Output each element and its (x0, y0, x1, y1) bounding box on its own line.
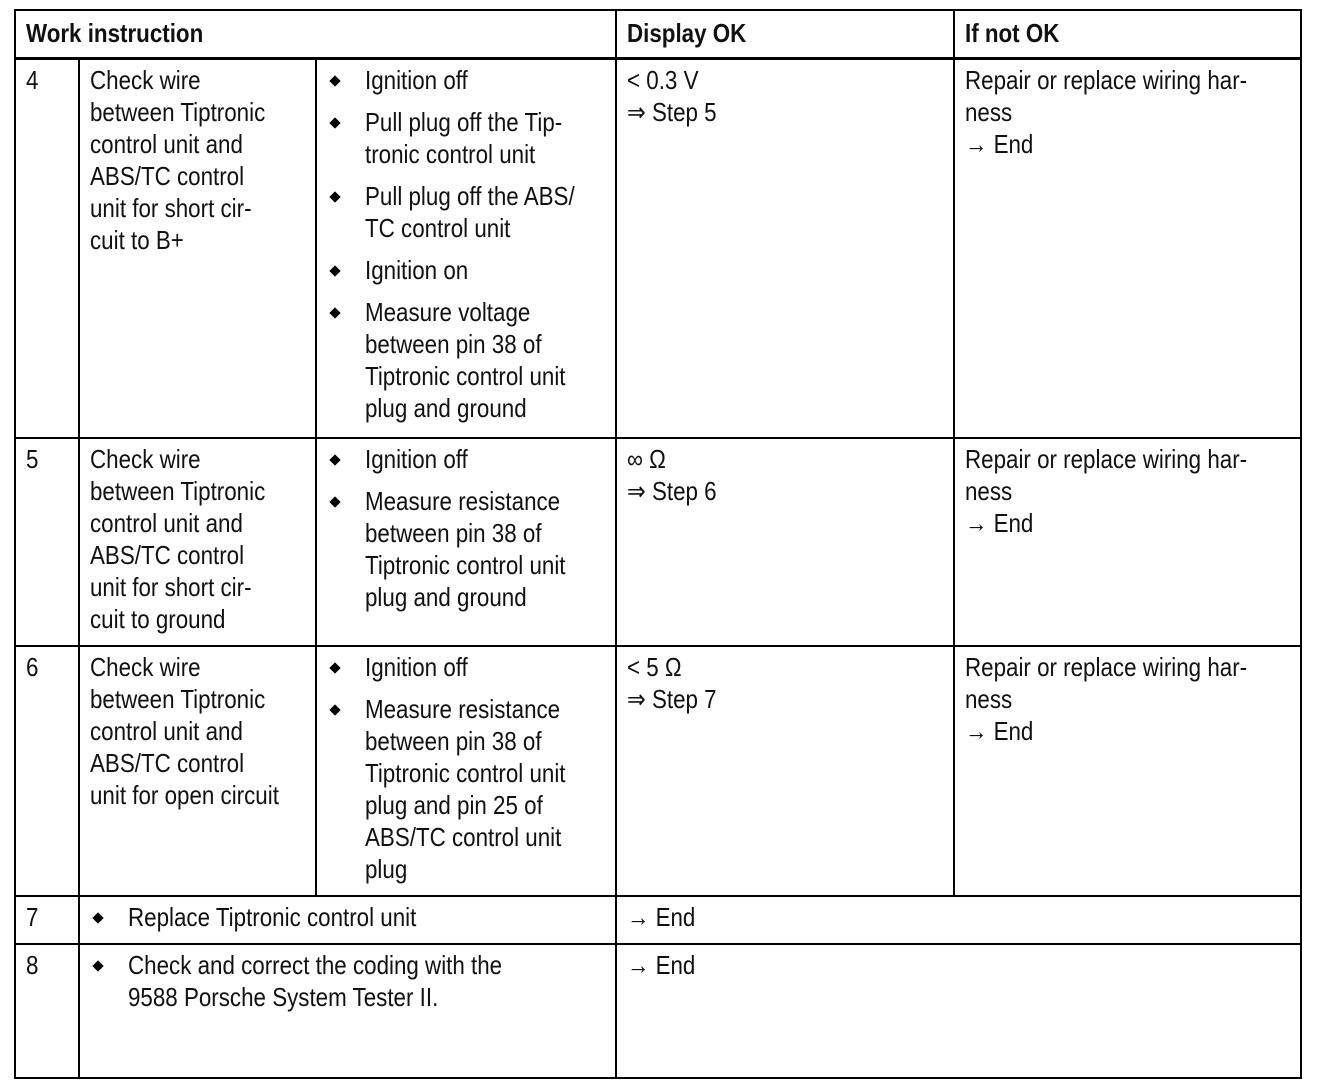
text-line: ABS/TC control unit (365, 822, 562, 852)
step-number-label: 8 (26, 950, 39, 980)
step-row (15, 646, 1301, 896)
text-line: Ignition off (365, 64, 468, 95)
action-steps (316, 58, 616, 438)
step-number (15, 896, 79, 944)
text-line: 9588 Porsche System Tester II. (128, 982, 439, 1012)
check-description (79, 438, 316, 646)
text-line: Ignition off (365, 444, 468, 474)
text-line: cuit to ground (90, 604, 226, 634)
text-line: → End (627, 902, 696, 932)
text-line: Ignition off (365, 652, 468, 682)
text-line: control unit and (90, 716, 243, 746)
text-line: Repair or replace wiring har- (965, 652, 1248, 682)
if-not-ok-cell (954, 438, 1301, 646)
text-line: Repair or replace wiring har- (965, 64, 1248, 95)
action-item (327, 485, 607, 613)
step-row (15, 896, 1301, 944)
text-line: < 0.3 V (627, 64, 699, 95)
text-line: → End (965, 716, 1034, 746)
diamond-bullet-icon (329, 191, 340, 202)
text-line: between pin 38 of (365, 328, 542, 359)
diamond-bullet-icon (329, 307, 340, 318)
text-line: control unit and (90, 508, 243, 538)
text-line: plug and pin 25 of (365, 790, 543, 820)
diamond-bullet-icon (92, 960, 103, 971)
text-line: Replace Tiptronic control unit (128, 902, 417, 932)
action-steps (79, 896, 616, 944)
action-list (90, 901, 607, 933)
action-list (327, 651, 607, 885)
text-line: Measure voltage (365, 296, 531, 327)
text-line: unit for short cir- (90, 572, 252, 602)
text-line: → End (627, 950, 696, 980)
action-item (327, 64, 607, 96)
header-work-instruction: Work instruction (15, 10, 616, 58)
diamond-bullet-icon (329, 117, 340, 128)
text-line: Tiptronic control unit (365, 758, 566, 788)
text-line: plug and ground (365, 392, 527, 423)
text-line: ness (965, 96, 1013, 127)
header-display-ok: Display OK (616, 10, 954, 58)
text-line: Check wire (90, 444, 201, 474)
text-line: ⇒ Step 6 (627, 476, 717, 506)
text-line: Measure resistance (365, 694, 561, 724)
step-number (15, 944, 79, 1078)
action-list (327, 64, 607, 424)
action-item (327, 443, 607, 475)
text-line: ∞ Ω (627, 444, 666, 474)
result-cell (616, 896, 1301, 944)
text-line: ABS/TC control (90, 540, 245, 570)
action-item (90, 901, 607, 933)
text-line: ness (965, 684, 1013, 714)
text-line: TC control unit (365, 212, 511, 243)
step-number (15, 58, 79, 438)
diamond-bullet-icon (329, 704, 340, 715)
text-line: ness (965, 476, 1013, 506)
display-ok-cell (616, 438, 954, 646)
text-line: between Tiptronic (90, 476, 266, 506)
text-line: ⇒ Step 7 (627, 684, 717, 714)
text-line: Ignition on (365, 254, 469, 285)
diamond-bullet-icon (329, 265, 340, 276)
step-row (15, 58, 1301, 438)
text-line: → End (965, 508, 1034, 538)
text-line: < 5 Ω (627, 652, 682, 682)
step-number-label: 4 (26, 64, 39, 95)
step-number-label: 6 (26, 652, 39, 682)
text-line: between Tiptronic (90, 96, 266, 127)
text-line: between pin 38 of (365, 726, 542, 756)
display-ok-cell (616, 646, 954, 896)
display-ok-cell (616, 58, 954, 438)
text-line: Check wire (90, 64, 201, 95)
action-item (90, 949, 607, 1013)
text-line: plug (365, 854, 408, 884)
text-line: Tiptronic control unit (365, 550, 566, 580)
text-line: Check and correct the coding with the (128, 950, 503, 980)
action-steps (316, 646, 616, 896)
action-item (327, 693, 607, 885)
text-line: Measure resistance (365, 486, 561, 516)
if-not-ok-cell (954, 58, 1301, 438)
check-description (79, 58, 316, 438)
action-steps (316, 438, 616, 646)
text-line: Pull plug off the ABS/ (365, 180, 575, 211)
header-if-not-ok: If not OK (954, 10, 1301, 58)
diamond-bullet-icon (329, 662, 340, 673)
text-line: between Tiptronic (90, 684, 266, 714)
action-item (327, 106, 607, 170)
text-line: Pull plug off the Tip- (365, 106, 563, 137)
text-line: Tiptronic control unit (365, 360, 566, 391)
step-number-label: 7 (26, 902, 39, 932)
action-steps (79, 944, 616, 1078)
text-line: Repair or replace wiring har- (965, 444, 1248, 474)
text-line: cuit to B+ (90, 224, 184, 255)
text-line: between pin 38 of (365, 518, 542, 548)
diamond-bullet-icon (329, 496, 340, 507)
if-not-ok-cell (954, 646, 1301, 896)
text-line: ⇒ Step 5 (627, 96, 717, 127)
diamond-bullet-icon (329, 75, 340, 86)
action-item (327, 651, 607, 683)
action-item (327, 180, 607, 244)
text-line: Check wire (90, 652, 201, 682)
text-line: ABS/TC control (90, 160, 245, 191)
text-line: control unit and (90, 128, 243, 159)
result-cell (616, 944, 1301, 1078)
text-line: tronic control unit (365, 138, 536, 169)
text-line: unit for short cir- (90, 192, 252, 223)
step-number-label: 5 (26, 444, 39, 474)
action-list (90, 949, 607, 1013)
action-item (327, 254, 607, 286)
diamond-bullet-icon (92, 912, 103, 923)
text-line: unit for open circuit (90, 780, 279, 810)
action-list (327, 443, 607, 613)
text-line: ABS/TC control (90, 748, 245, 778)
step-number (15, 438, 79, 646)
text-line: plug and ground (365, 582, 527, 612)
table-header-row (15, 10, 1301, 58)
text-line: → End (965, 128, 1034, 159)
step-row (15, 944, 1301, 1078)
step-number (15, 646, 79, 896)
check-description (79, 646, 316, 896)
diamond-bullet-icon (329, 454, 340, 465)
step-row (15, 438, 1301, 646)
work-instruction-table (14, 9, 1302, 1079)
action-item (327, 296, 607, 424)
